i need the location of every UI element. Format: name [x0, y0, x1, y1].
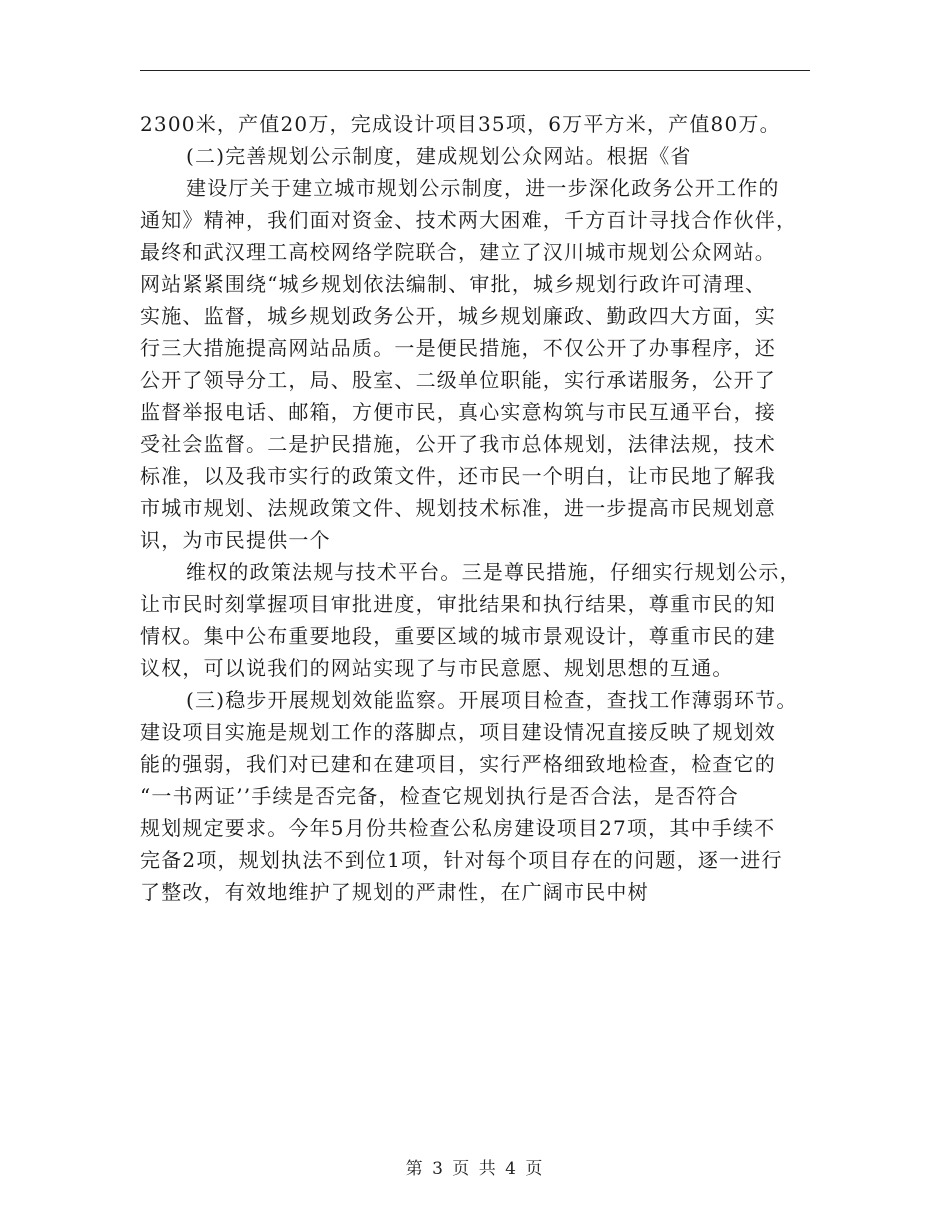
- text-line: 识，为市民提供一个: [140, 528, 331, 552]
- text-line: 标准，以及我市实行的政策文件，还市民一个明白，让市民地了解我: [140, 464, 776, 488]
- text-line: 2300米，产值20万，完成设计项目35项，6万平方米，产值80万。: [140, 112, 781, 136]
- page-footer: 第 3 页 共 4 页: [405, 1159, 545, 1179]
- text-line: 网站紧紧围绕“城乡规划依法编制、审批，城乡规划行政许可清理、: [140, 272, 767, 296]
- text-line: 能的强弱，我们对已建和在建项目，实行严格细致地检查，检查它的: [140, 752, 776, 776]
- text-line: 维权的政策法规与技术平台。三是尊民措施，仔细实行规划公示，: [186, 560, 801, 584]
- text-line: 最终和武汉理工高校网络学院联合，建立了汉川城市规划公众网站。: [140, 240, 776, 264]
- text-line: “一书两证’’手续是否完备，检查它规划执行是否合法，是否符合: [140, 784, 739, 808]
- header-rule: [140, 70, 810, 71]
- text-line: 建设厅关于建立城市规划公示制度，进一步深化政务公开工作的: [186, 176, 780, 200]
- text-line: 建设项目实施是规划工作的落脚点，项目建设情况直接反映了规划效: [140, 720, 776, 744]
- body-text: [140, 108, 820, 908]
- text-line: 通知》精神，我们面对资金、技术两大困难，千方百计寻找合作伙伴，: [140, 208, 798, 232]
- text-line: (二)完善规划公示制度，建成规划公众网站。根据《省: [186, 144, 692, 168]
- text-line: 市城市规划、法规政策文件、规划技术标准，进一步提高市民规划意: [140, 496, 776, 520]
- text-line: 实施、监督，城乡规划政务公开，城乡规划廉政、勤政四大方面，实: [140, 304, 776, 328]
- text-line: 了整改，有效地维护了规划的严肃性，在广阔市民中树: [140, 880, 649, 904]
- text-line: 行三大措施提高网站品质。一是便民措施，不仅公开了办事程序，还: [140, 336, 776, 360]
- text-line: 情权。集中公布重要地段，重要区域的城市景观设计，尊重市民的建: [140, 624, 776, 648]
- text-line: (三)稳步开展规划效能监察。开展项目检查，查找工作薄弱环节。: [186, 688, 798, 712]
- text-line: 监督举报电话、邮箱，方便市民，真心实意构筑与市民互通平台，接: [140, 400, 776, 424]
- text-line: 让市民时刻掌握项目审批进度，审批结果和执行结果，尊重市民的知: [140, 592, 776, 616]
- text-line: 完备2项，规划执法不到位1项，针对每个项目存在的问题，逐一进行: [140, 848, 783, 872]
- text-line: 受社会监督。二是护民措施，公开了我市总体规划，法律法规，技术: [140, 432, 776, 456]
- text-line: 公开了领导分工，局、股室、二级单位职能，实行承诺服务，公开了: [140, 368, 776, 392]
- text-line: 规划规定要求。今年5月份共检查公私房建设项目27项，其中手续不: [140, 816, 776, 840]
- text-line: 议权，可以说我们的网站实现了与市民意愿、规划思想的互通。: [140, 656, 734, 680]
